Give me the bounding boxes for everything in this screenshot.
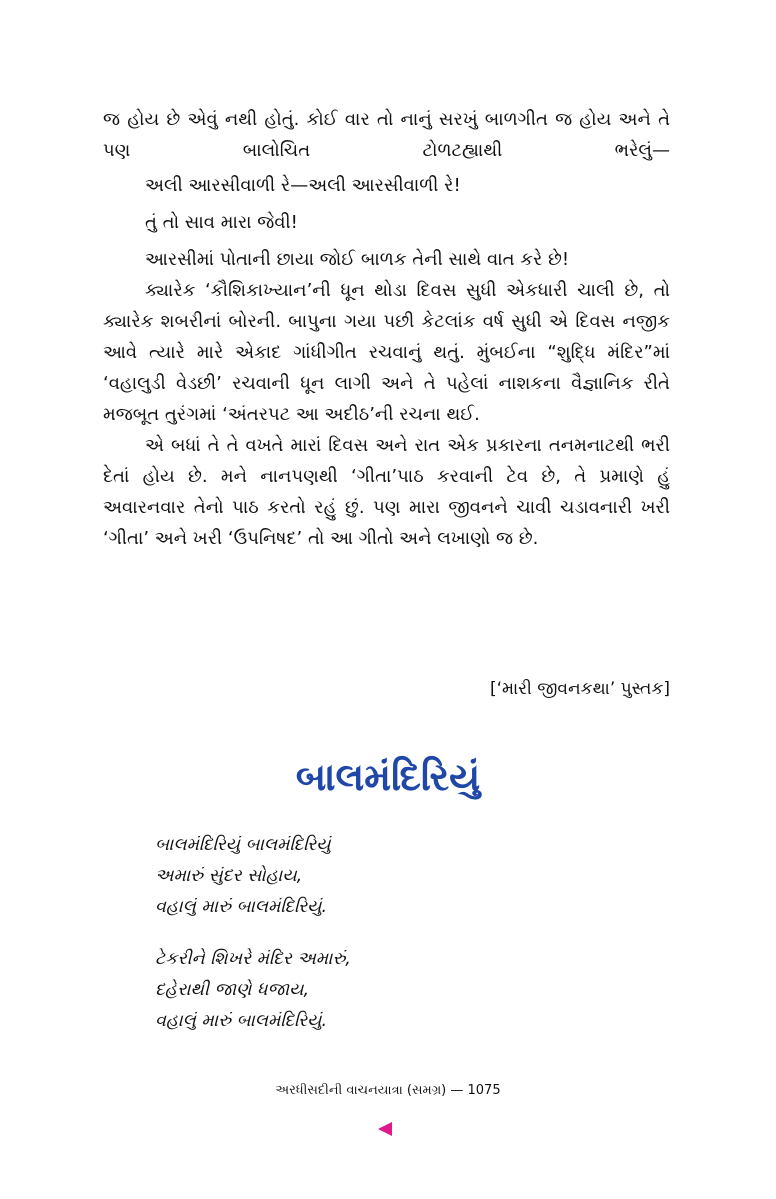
quoted-verse-line: તું તો સાવ મારા જેવી! (145, 212, 298, 233)
source-citation: [‘મારી જીવનકથા’ પુસ્તક] (489, 679, 670, 699)
paragraph: એ બધાં તે તે વખતે મારાં દિવસ અને રાત એક પ્રકારના તનમનાટથી ભરી દેતાં હોય છે. મને નાનપણથી ‘ગીતા’પાઠ કરવાની ટેવ છે, તે પ્રમાણે હું અવારનવાર તેનો પાઠ કરતો રહું છું. પણ મારા જીવનને ચાવી ચડાવનારી ખરી ‘ગીતા’ અને ખરી ‘ઉપનિષદ’ તો આ ગીતો અને લખાણો જ છે. (103, 435, 670, 549)
poem-stanza (155, 944, 351, 1037)
body-text (103, 104, 670, 554)
page-footer: અરધીસદીની વાચનયાત્રા (સમગ્ર) — 1075 (275, 1083, 501, 1098)
paragraph: જ હોય છે એવું નથી હોતું. કોઈ વાર તો નાનું સરખું બાળગીત જ હોય અને તે પણ બાલોચિત ટોળટહ્યાથી ભરેલું— (103, 109, 670, 161)
poem-title: બાલમંદિરિયું (295, 755, 481, 799)
poem-line: અમારું સુંદર સોહાય, (155, 866, 303, 886)
quoted-verse-line: અલી આરસીવાળી રે—અલી આરસીવાળી રે! (145, 175, 461, 196)
paragraph: ક્યારેક ‘કૌશિકાખ્યાન’ની ધૂન થોડા દિવસ સુધી એકધારી ચાલી છે, તો ક્યારેક શબરીનાં બોરની. બાપુના ગયા પછી કેટલાંક વર્ષ સુધી એ દિવસ નજીક આવે ત્યારે મારે એકાદ ગાંધીગીત રચવાનું થતું. મુંબઈના “શુદ્ધિ મંદિર”માં ‘વહાલુડી વેડછી’ રચવાની ધૂન લાગી અને તે પહેલાં નાશકના વૈજ્ઞાનિક રીતે મજબૂત તુરંગમાં ‘અંતરપટ આ અદીઠ’ની રચના થઈ. (103, 280, 670, 425)
poem-line: ટેકરીને શિખરે મંદિર અમારું, (155, 949, 351, 969)
poem-line: વહાલું મારું બાલમંદિરિયું. (155, 1011, 328, 1031)
poem-line: વહાલું મારું બાલમંદિરિયું. (155, 897, 328, 917)
paragraph: આરસીમાં પોતાની છાયા જોઈ બાળક તેની સાથે વાત કરે છે! (145, 249, 570, 270)
poem-line: દહેરાથી જાણે ધજાય, (155, 980, 310, 1000)
previous-page-arrow-icon[interactable] (378, 1122, 392, 1136)
poem-stanza (155, 830, 331, 923)
poem-line: બાલમંદિરિયું બાલમંદિરિયું (155, 835, 331, 855)
